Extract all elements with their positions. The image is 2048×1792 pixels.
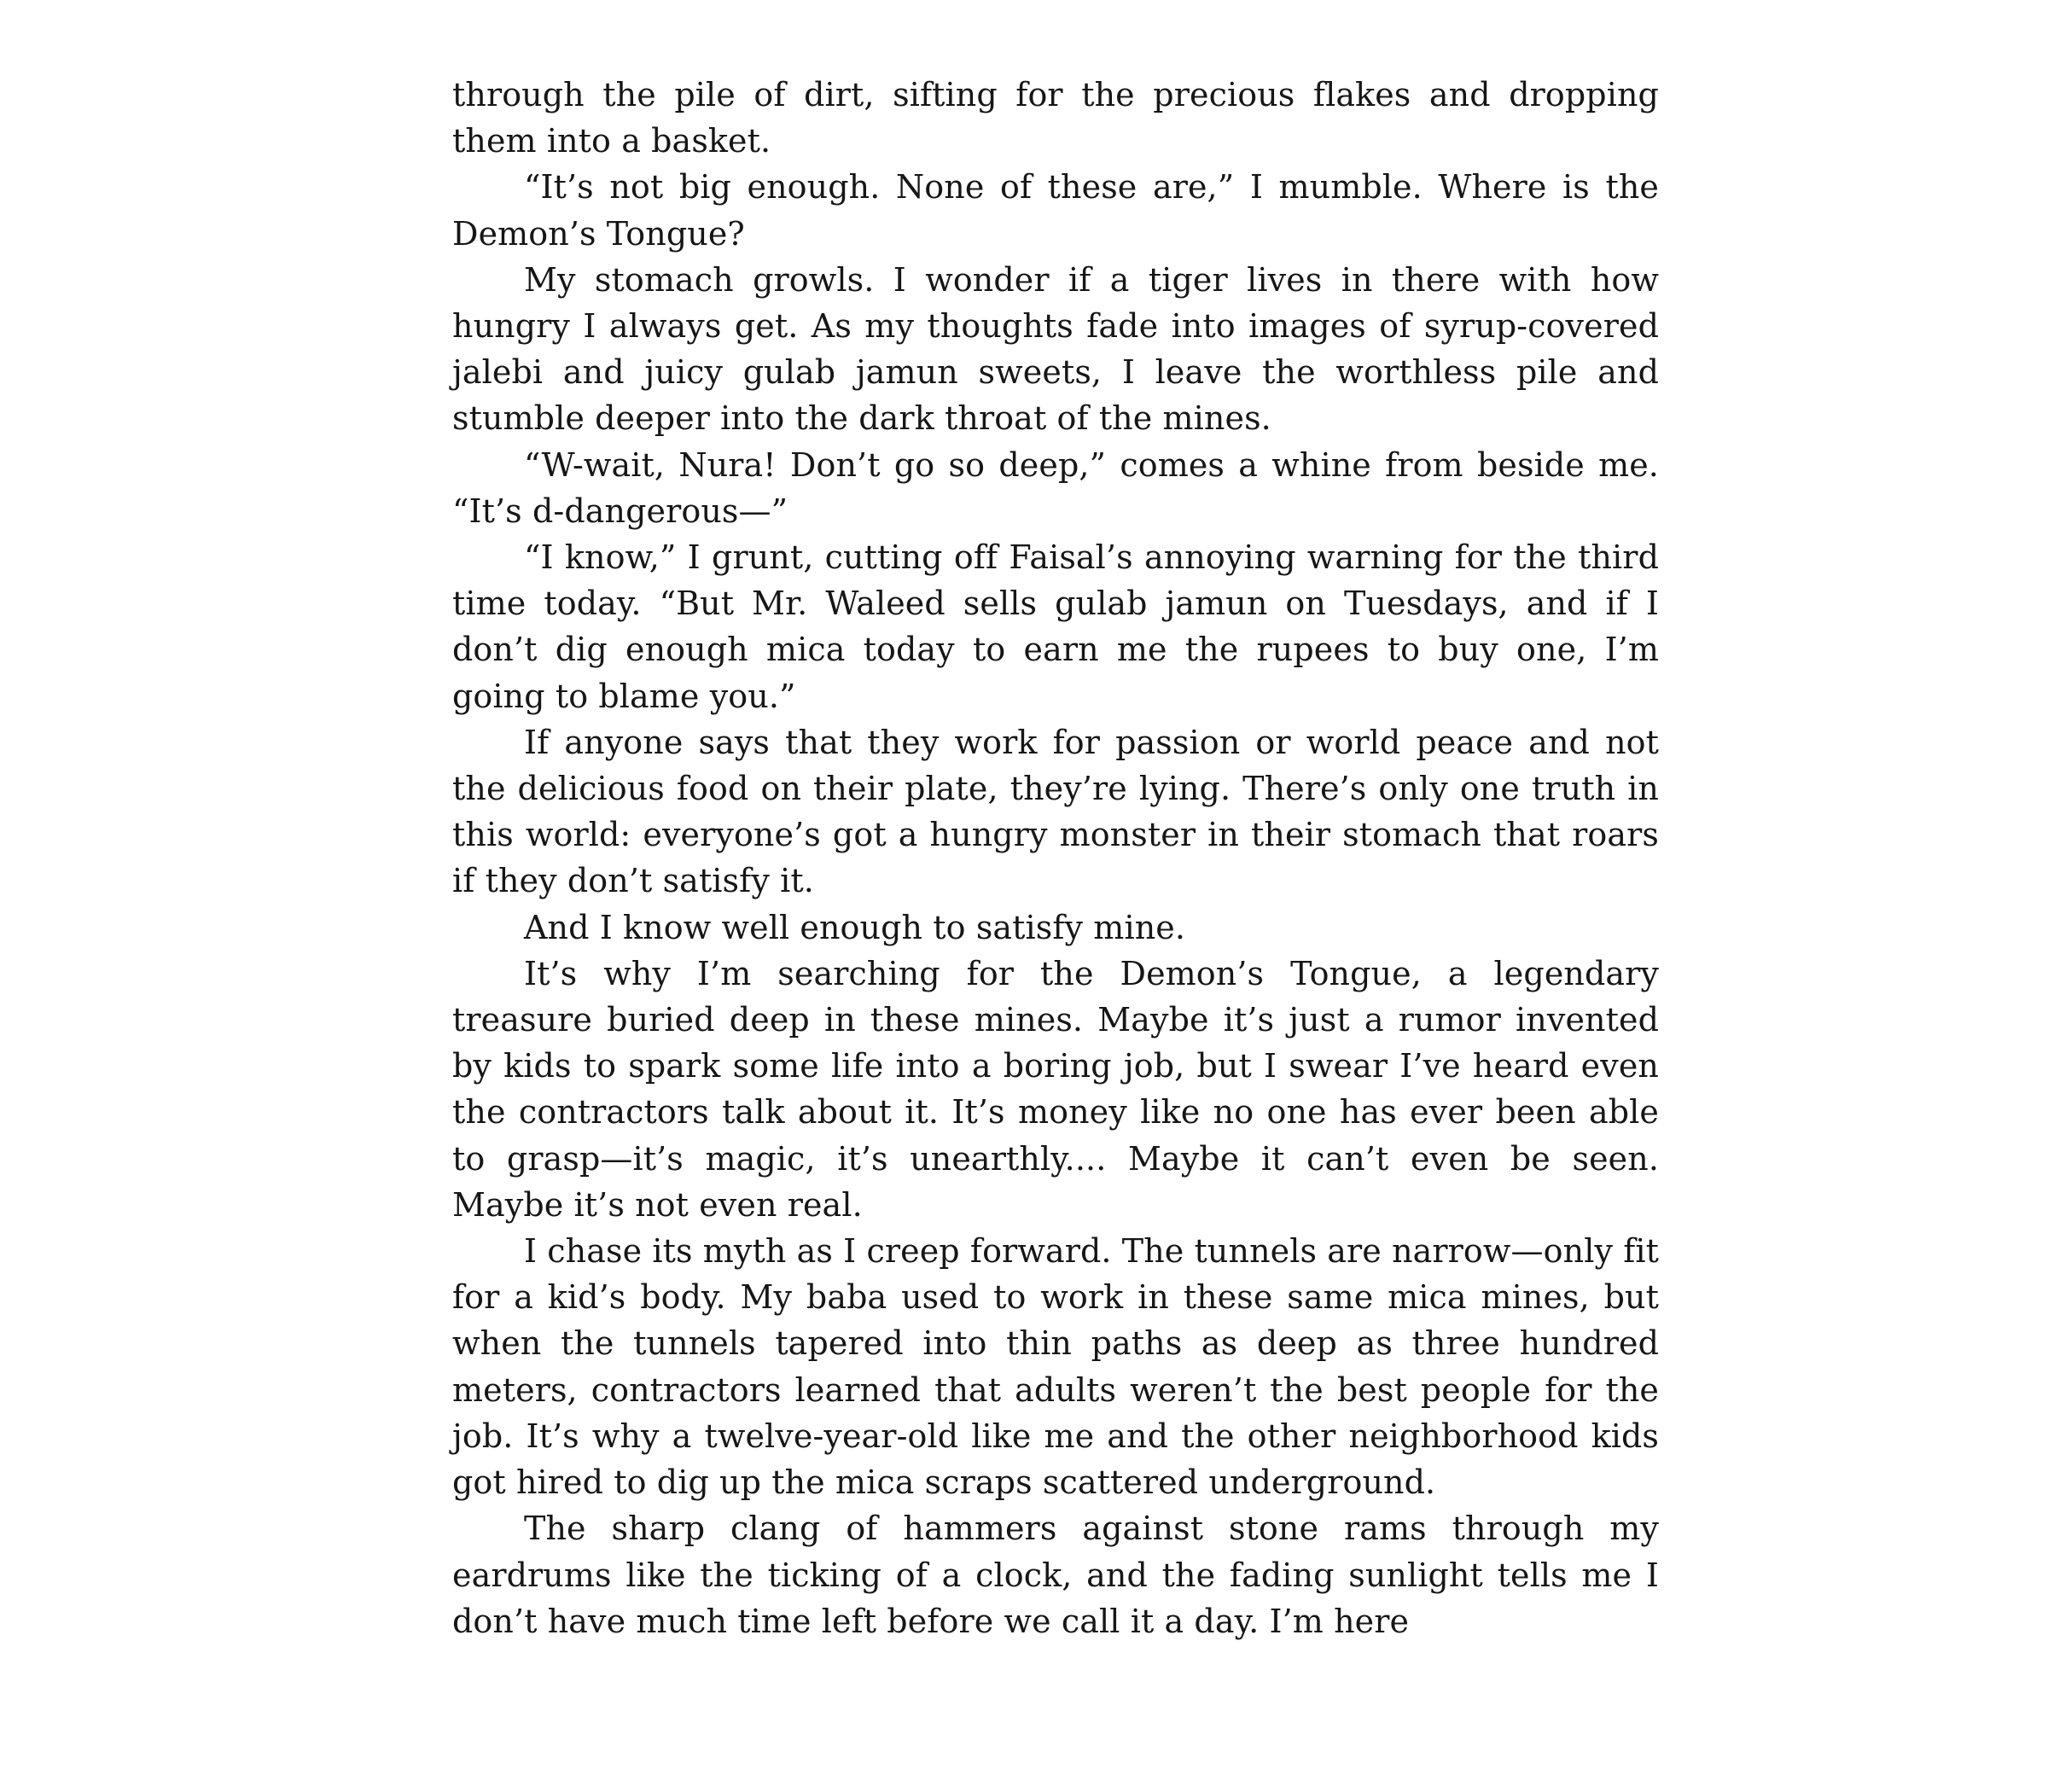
paragraph: “W-wait, Nura! Don’t go so deep,” comes a whine from beside me. “It’s d-dangerous—” [452, 445, 1659, 530]
paragraph-last: The sharp clang of hammers against stone rams through my eardrums like the ticking of a clock, and the fading sunlight tells me I don’t have much time left before we call it a day. I’m here [452, 1510, 1659, 1640]
paragraph: And I know well enough to satisfy mine. [524, 908, 1186, 946]
paragraph: If anyone says that they work for passion or world peace and not the delicious food on their plate, they’re lying. There’s only one truth in this world: everyone’s got a hungry monster in their stomach that roars if they don’t satisfy it. [452, 723, 1659, 900]
paragraph: My stomach growls. I wonder if a tiger lives in there with how hungry I always get. As my thoughts fade into images of syrup-covered jalebi and juicy gulab jamun sweets, I leave the worthless pile and stumble deeper into the dark throat of the mines. [452, 260, 1659, 438]
paragraph-continued: through the pile of dirt, sifting for the precious flakes and dropping them into a basket. [452, 76, 1659, 160]
paragraph: I chase its myth as I creep forward. The tunnels are narrow—only fit for a kid’s body. My baba used to work in these same mica mines, but when the tunnels tapered into thin paths as deep as three hundred meters, contractors learned that adults weren’t the best people for the job. It’s why a twelve-year-old like me and the other neighborhood kids got hired to dig up the mica scraps scattered underground. [452, 1232, 1659, 1502]
paragraph: “It’s not big enough. None of these are,” I mumble. Where is the Demon’s Tongue? [452, 168, 1659, 253]
paragraph: It’s why I’m searching for the Demon’s Tongue, a legendary treasure buried deep in these mines. Maybe it’s just a rumor invented by kids to spark some life into a boring job, but I swear I’ve heard even the contractors talk about it. It’s money like no one has ever been able to grasp—it’s magic, it’s unearthly.... Maybe it can’t even be seen. Maybe it’s not even real. [452, 954, 1659, 1224]
page-body-text [452, 72, 1659, 1644]
paragraph: “I know,” I grunt, cutting off Faisal’s annoying warning for the third time today. “But Mr. Waleed sells gulab jamun on Tuesdays, and if I don’t dig enough mica today to earn me the rupees to buy one, I’m going to blame you.” [452, 538, 1659, 715]
book-page [452, 72, 1659, 1761]
